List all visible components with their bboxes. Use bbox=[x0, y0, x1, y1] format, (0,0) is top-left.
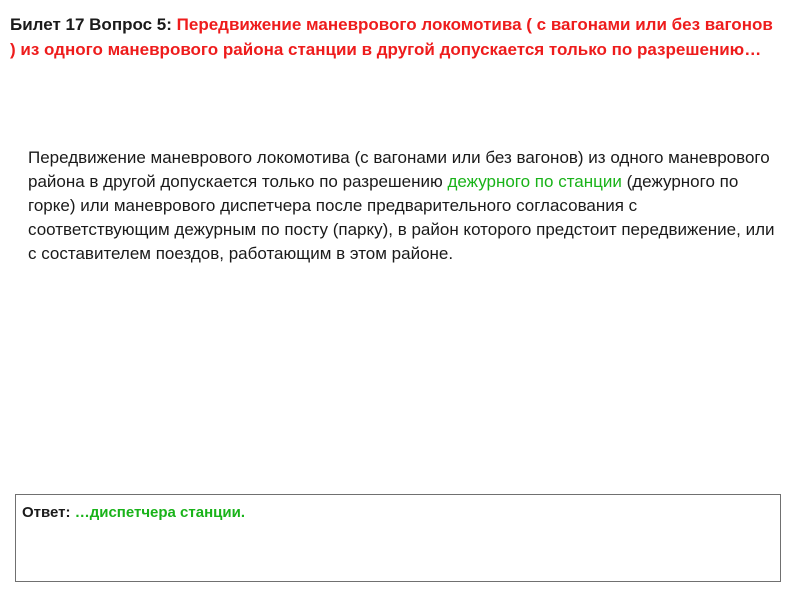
question-header bbox=[10, 12, 780, 62]
answer-box bbox=[15, 494, 781, 582]
rule-text-part1: Передвижение маневрового локомотива (с вагонами или без вагонов) из одного маневрового района в другой допускается только по разрешению bbox=[28, 148, 770, 191]
ticket-label: Билет 17 Вопрос 5: bbox=[10, 15, 177, 34]
rule-text-highlight: дежурного по станции bbox=[447, 172, 622, 191]
rule-text-part2: (дежурного по горке) или маневрового диспетчера после предварительного согласования с соответствующим дежурным по посту (парку), в район которого предстоит передвижение, или с составителем поездов, работающим в этом районе. bbox=[28, 172, 775, 263]
question-text: Передвижение маневрового локомотива ( с вагонами или без вагонов ) из одного маневрового района станции в другой допускается только по разрешению… bbox=[10, 15, 773, 59]
answer-value: …диспетчера станции. bbox=[74, 504, 245, 521]
rule-text bbox=[28, 146, 778, 266]
answer-line bbox=[22, 503, 245, 523]
answer-label: Ответ: bbox=[22, 504, 75, 521]
